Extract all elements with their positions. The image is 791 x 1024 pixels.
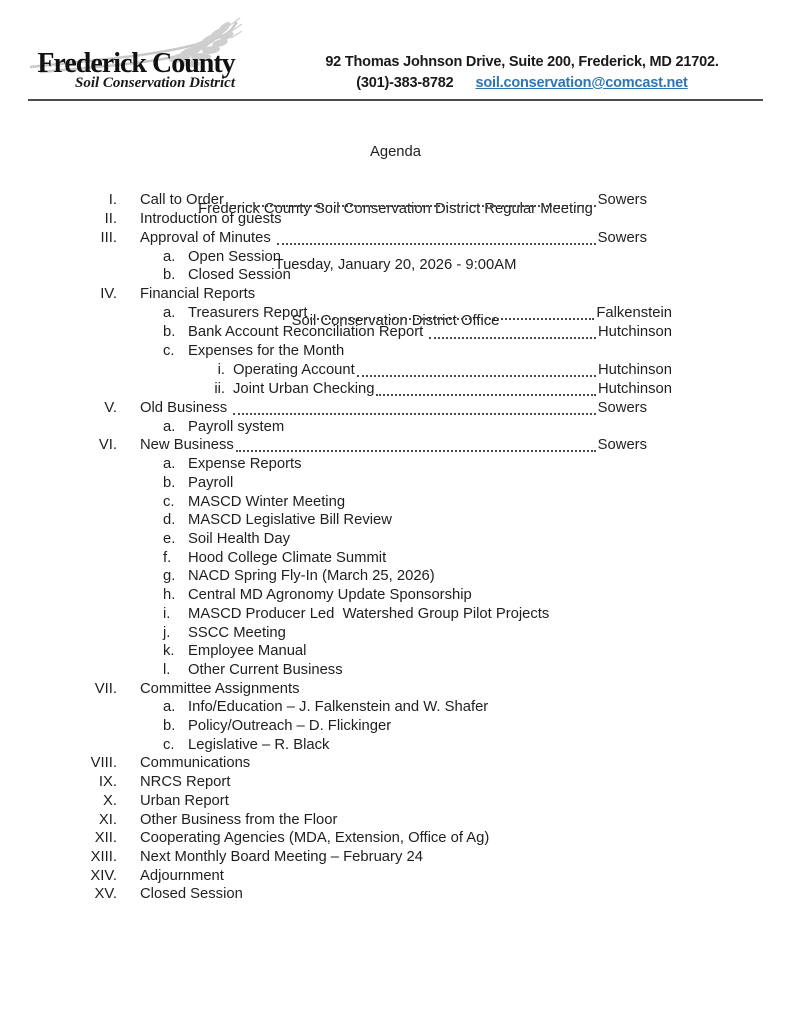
item-marker: k. — [163, 643, 175, 660]
agenda-item — [0, 717, 672, 736]
agenda-item — [0, 624, 672, 643]
item-marker: f. — [163, 549, 172, 566]
item-text: Hood College Climate Summit — [188, 549, 387, 566]
item-text: Operating Account — [233, 361, 355, 378]
item-marker: b. — [163, 718, 176, 735]
item-marker: a. — [163, 456, 176, 473]
item-text: Financial Reports — [140, 286, 256, 303]
item-assignee: Hutchinson — [597, 361, 672, 378]
agenda-item — [0, 342, 672, 361]
item-marker: I. — [108, 192, 117, 208]
item-marker: XV. — [94, 886, 117, 903]
item-assignee: Sowers — [597, 229, 647, 246]
agenda-item — [0, 474, 672, 493]
item-marker: a. — [163, 699, 176, 716]
agenda-item — [0, 530, 672, 549]
meeting-name: Frederick County Soil Conservation District Regular Meeting — [198, 200, 593, 217]
item-text: Approval of Minutes — [140, 229, 275, 246]
item-marker: VIII. — [90, 755, 117, 772]
item-text: Cooperating Agencies (MDA, Extension, Office of Ag) — [140, 830, 490, 847]
item-marker: j. — [163, 624, 171, 641]
agenda-item — [0, 642, 672, 661]
item-marker: VII. — [94, 680, 117, 697]
item-text: Legislative – R. Black — [188, 736, 330, 753]
agenda-item — [0, 867, 672, 886]
agenda-item — [0, 885, 672, 904]
item-marker: II. — [104, 211, 117, 227]
item-text: Expense Reports — [188, 456, 302, 473]
agenda-item — [0, 661, 672, 680]
agenda-item — [0, 304, 672, 323]
agenda-item — [0, 418, 672, 437]
item-assignee: Hutchinson — [597, 323, 672, 340]
item-text: New Business — [140, 437, 234, 454]
contact-block — [318, 52, 726, 94]
item-text: NRCS Report — [140, 774, 231, 791]
agenda-item — [0, 680, 672, 699]
item-text: Communications — [140, 755, 251, 772]
item-text: Soil Health Day — [188, 531, 290, 548]
item-marker: XIV. — [90, 867, 117, 884]
agenda-item — [0, 848, 672, 867]
item-text: Open Session — [188, 248, 281, 265]
item-marker: XII. — [94, 830, 117, 847]
item-text: Expenses for the Month — [188, 342, 345, 359]
agenda-item — [0, 549, 672, 568]
item-marker: XIII. — [90, 848, 117, 865]
item-text: Introduction of guests — [140, 211, 282, 227]
item-marker: b. — [163, 323, 176, 340]
logo-subtitle: Soil Conservation District — [74, 75, 236, 91]
item-text: MASCD Producer Led Watershed Group Pilot Projects — [188, 605, 550, 622]
item-marker: i. — [217, 361, 225, 378]
item-marker: ii. — [214, 380, 225, 397]
dot-leader — [357, 361, 596, 377]
item-text: Payroll system — [188, 418, 285, 435]
item-text: Employee Manual — [188, 643, 307, 660]
dot-leader — [376, 380, 596, 396]
item-marker: b. — [163, 267, 176, 284]
item-marker: a. — [163, 418, 176, 435]
item-text: Urban Report — [140, 792, 229, 809]
item-text: MASCD Winter Meeting — [188, 493, 346, 510]
item-text: Policy/Outreach – D. Flickinger — [188, 718, 392, 735]
item-text: Old Business — [140, 399, 232, 416]
item-marker: III. — [100, 229, 117, 246]
agenda-item — [0, 811, 672, 830]
item-text: Closed Session — [188, 267, 291, 284]
agenda-item — [0, 698, 672, 717]
district-logo — [30, 16, 242, 96]
item-text: Other Current Business — [188, 661, 343, 678]
logo-title: Frederick County — [37, 48, 235, 79]
item-text: MASCD Legislative Bill Review — [188, 512, 392, 529]
agenda-item — [0, 754, 672, 773]
item-marker: l. — [163, 661, 171, 678]
item-marker: g. — [163, 568, 176, 585]
agenda-item — [0, 829, 672, 848]
item-marker: IV. — [100, 286, 117, 303]
item-marker: d. — [163, 512, 176, 529]
dot-leader — [226, 191, 596, 207]
agenda-item — [0, 586, 672, 605]
item-assignee: Sowers — [597, 399, 647, 416]
header-divider — [28, 99, 763, 101]
item-assignee: Sowers — [597, 192, 647, 208]
address-line: 92 Thomas Johnson Drive, Suite 200, Frederick, MD 21702. — [325, 54, 719, 70]
email-link[interactable]: soil.conservation@comcast.net — [475, 75, 688, 91]
agenda-item — [0, 605, 672, 624]
agenda-item — [0, 248, 672, 267]
item-marker: c. — [163, 736, 175, 753]
agenda-item — [0, 792, 672, 811]
item-text: NACD Spring Fly-In (March 25, 2026) — [188, 568, 435, 585]
item-text: SSCC Meeting — [188, 624, 286, 641]
doc-title: Agenda — [369, 144, 422, 161]
agenda-item — [0, 210, 672, 229]
item-text: Info/Education – J. Falkenstein and W. Shafer — [188, 699, 489, 716]
meeting-datetime: Tuesday, January 20, 2026 - 9:00AM — [274, 256, 517, 273]
item-text: Adjournment — [140, 867, 224, 884]
item-marker: b. — [163, 474, 176, 491]
agenda-item — [0, 380, 672, 399]
item-marker: VI. — [98, 437, 117, 454]
agenda-item — [0, 567, 672, 586]
item-marker: IX. — [98, 774, 117, 791]
item-text: Call to Order — [140, 192, 224, 208]
item-marker: a. — [163, 248, 176, 265]
item-text: Other Business from the Floor — [140, 811, 338, 828]
dot-leader — [277, 229, 596, 245]
item-marker: XI. — [98, 811, 117, 828]
item-marker: X. — [103, 792, 117, 809]
item-text: Closed Session — [140, 886, 243, 903]
dot-leader — [236, 436, 596, 452]
item-marker: a. — [163, 304, 176, 321]
item-text: Treasurers Report — [188, 304, 308, 321]
agenda-item — [0, 773, 672, 792]
agenda-item — [0, 266, 672, 285]
dot-leader — [233, 399, 595, 415]
item-text: Central MD Agronomy Update Sponsorship — [188, 587, 472, 604]
item-assignee: Hutchinson — [597, 380, 672, 397]
item-text: Payroll — [188, 474, 234, 491]
phone-number: (301)-383-8782 — [356, 75, 454, 91]
agenda-item — [0, 436, 672, 455]
agenda-item — [0, 511, 672, 530]
agenda-item — [0, 285, 672, 304]
item-marker: i. — [163, 605, 171, 622]
item-marker: h. — [163, 587, 176, 604]
item-marker: V. — [104, 399, 117, 416]
agenda-list — [0, 191, 791, 904]
dot-leader — [310, 304, 595, 320]
item-assignee: Falkenstein — [596, 304, 672, 321]
agenda-item — [0, 323, 672, 342]
item-text: Next Monthly Board Meeting – February 24 — [140, 848, 423, 865]
item-marker: e. — [163, 531, 176, 548]
item-assignee: Sowers — [597, 437, 647, 454]
agenda-item — [0, 455, 672, 474]
agenda-item — [0, 361, 672, 380]
item-text: Committee Assignments — [140, 680, 300, 697]
meeting-location: Soil Conservation District Office — [291, 312, 500, 329]
item-marker: c. — [163, 342, 175, 359]
dot-leader — [429, 323, 596, 339]
agenda-item — [0, 399, 672, 418]
agenda-item — [0, 229, 672, 248]
item-marker: c. — [163, 493, 175, 510]
agenda-item — [0, 191, 672, 210]
item-text: Joint Urban Checking — [233, 380, 375, 397]
agenda-item — [0, 493, 672, 512]
agenda-item — [0, 736, 672, 755]
item-text: Bank Account Reconciliation Report — [188, 323, 428, 340]
